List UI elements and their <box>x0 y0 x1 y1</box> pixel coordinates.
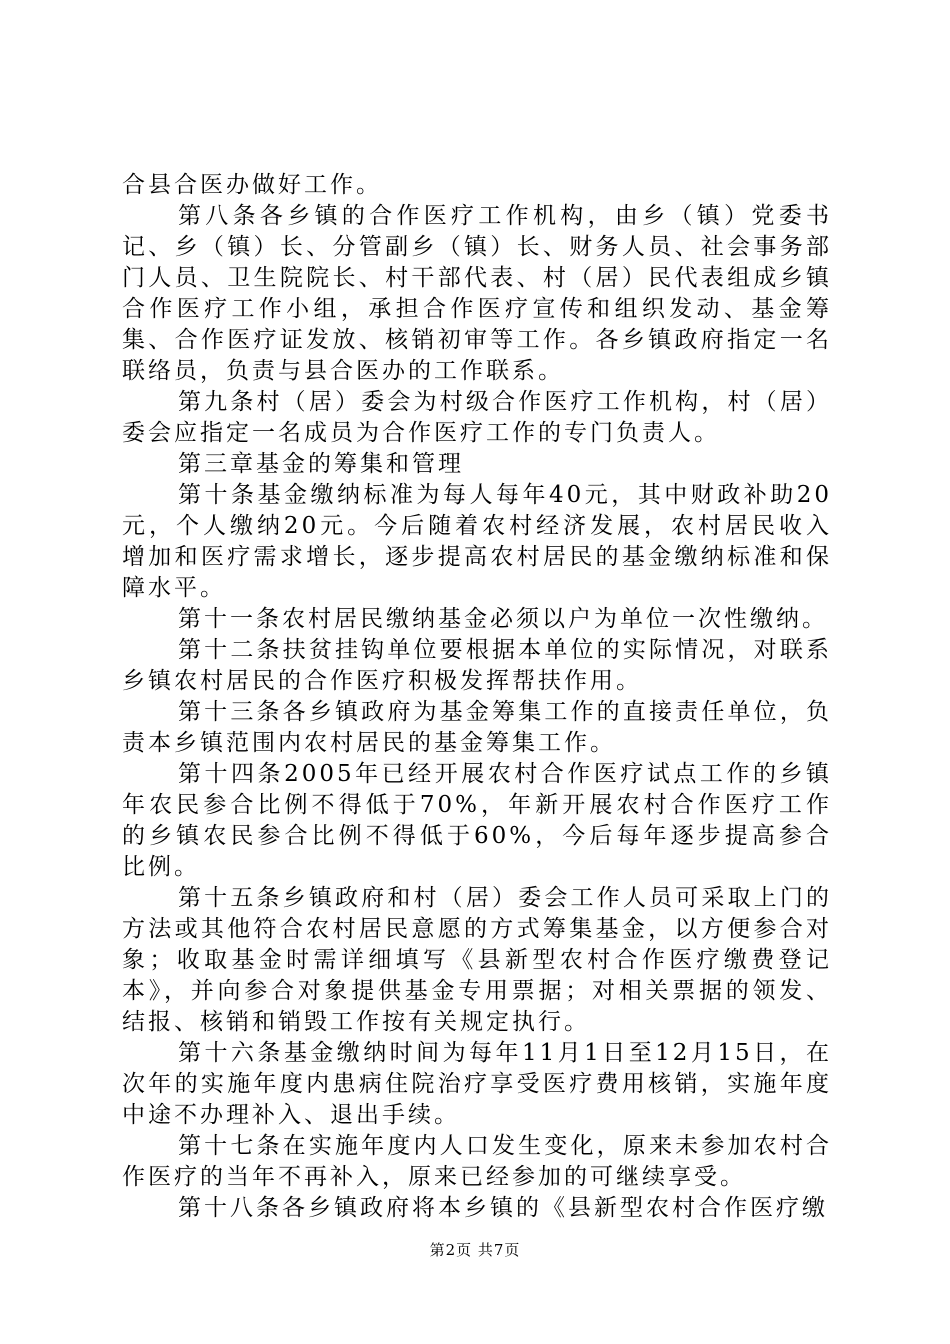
paragraph-8: 第十四条2005年已经开展农村合作医疗试点工作的乡镇年农民参合比例不得低于70%，年新开展农村合作医疗工作的乡镇农民参合比例不得低于60%，今后每年逐步提高参合比例。 <box>122 761 832 880</box>
paragraph-1: 第八条各乡镇的合作医疗工作机构，由乡（镇）党委书记、乡（镇）长、分管副乡（镇）长、财务人员、社会事务部门人员、卫生院院长、村干部代表、村（居）民代表组成乡镇合作医疗工作小组，承担合作医疗宣传和组织发动、基金筹集、合作医疗证发放、核销初审等工作。各乡镇政府指定一名联络员，负责与县合医办的工作联系。 <box>122 203 832 384</box>
paragraph-7: 第十三条各乡镇政府为基金筹集工作的直接责任单位，负责本乡镇范围内农村居民的基金筹集工作。 <box>122 699 832 756</box>
page-number-footer: 第2页 共7页 <box>429 1241 521 1259</box>
paragraph-10: 第十六条基金缴纳时间为每年11月1日至12月15日，在次年的实施年度内患病住院治疗享受医疗费用核销，实施年度中途不办理补入、退出手续。 <box>122 1040 832 1128</box>
paragraph-4: 第十条基金缴纳标准为每人每年40元，其中财政补助20元，个人缴纳20元。今后随着农村经济发展，农村居民收入增加和医疗需求增长，逐步提高农村居民的基金缴纳标准和保障水平。 <box>122 482 832 601</box>
paragraph-9: 第十五条乡镇政府和村（居）委会工作人员可采取上门的方法或其他符合农村居民意愿的方式筹集基金，以方便参合对象；收取基金时需详细填写《县新型农村合作医疗缴费登记本》，并向参合对象提供基金专用票据；对相关票据的领发、结报、核销和销毁工作按有关规定执行。 <box>122 885 832 1035</box>
paragraph-12: 第十八条各乡镇政府将本乡镇的《县新型农村合作医疗缴 <box>178 1195 828 1221</box>
paragraph-0: 合县合医办做好工作。 <box>122 172 382 198</box>
chapter-heading: 第三章基金的筹集和管理 <box>178 451 464 477</box>
paragraph-2: 第九条村（居）委会为村级合作医疗工作机构，村（居）委会应指定一名成员为合作医疗工作的专门负责人。 <box>122 389 832 446</box>
paragraph-5: 第十一条农村居民缴纳基金必须以户为单位一次性缴纳。 <box>178 606 828 632</box>
paragraph-11: 第十七条在实施年度内人口发生变化，原来未参加农村合作医疗的当年不再补入，原来已经参加的可继续享受。 <box>122 1133 832 1190</box>
document-body <box>122 170 832 1224</box>
paragraph-6: 第十二条扶贫挂钩单位要根据本单位的实际情况，对联系乡镇农村居民的合作医疗积极发挥帮扶作用。 <box>122 637 832 694</box>
